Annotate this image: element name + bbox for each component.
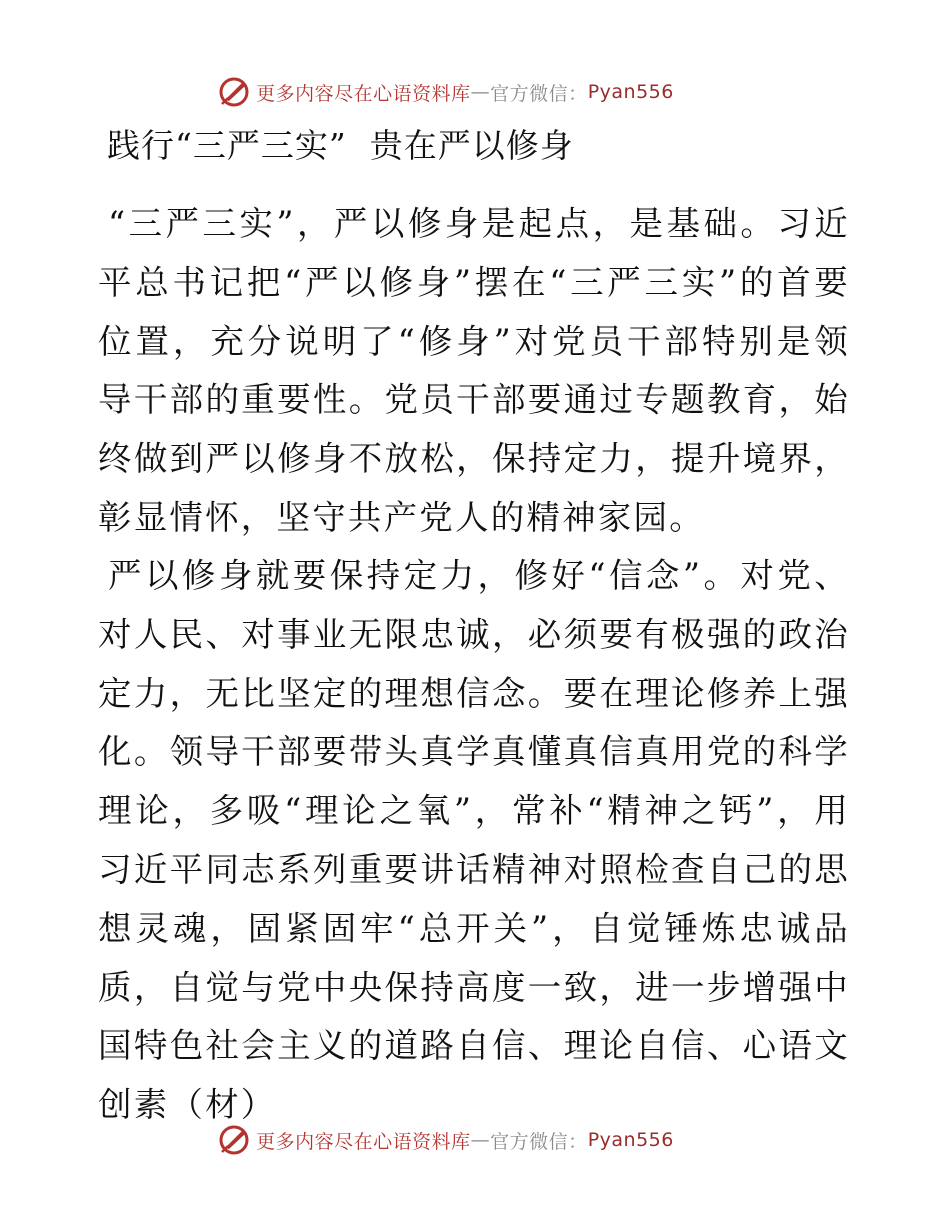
paragraph-2-text: 严以修身就要保持定力，修好“信念”。对党、对人民、对事业无限忠诚，必须要有极强的政治定力，无比坚定的理想信念。要在理论修养上强化。领导干部要带头真学真懂真信真用党的科学理论，多吸“理论之氧”，常补“精神之钙”，用习近平同志系列重要讲话精神对照检查自己的思想灵魂，固紧固牢“总开关”，自觉锤炼忠诚品质，自觉与党中央保持高度一致，进一步增强中国特色社会主义的道路自信、理论自信、心语文创素（材） xyxy=(98,556,850,1125)
footer-watermark xyxy=(0,1120,950,1160)
watermark-main-text: 更多内容尽在心语资料库 xyxy=(256,82,471,105)
watermark-main-text: 更多内容尽在心语资料库 xyxy=(256,1130,471,1153)
document-title: 践行“三严三实” 贵在严以修身 xyxy=(107,126,574,165)
red-circle-feather-logo-icon xyxy=(216,1122,252,1158)
watermark-account: Pyan556 xyxy=(587,1129,674,1151)
watermark-separator: — xyxy=(470,1129,491,1151)
watermark-account: Pyan556 xyxy=(587,81,674,103)
red-circle-feather-logo-icon xyxy=(216,74,252,110)
header-watermark xyxy=(0,72,950,112)
watermark-separator: — xyxy=(470,81,491,103)
watermark-wechat-label: 官方微信： xyxy=(490,82,588,105)
paragraph-1-text: “三严三实”，严以修身是起点，是基础。习近平总书记把“严以修身”摆在“三严三实”的首要位置，充分说明了“修身”对党员干部特别是领导干部的重要性。党员干部要通过专题教育，始终做到严以修身不放松，保持定力，提升境界，彰显情怀，坚守共产党人的精神家园。 xyxy=(98,204,850,537)
paragraph-1 xyxy=(98,195,850,548)
watermark-wechat-label: 官方微信： xyxy=(490,1130,588,1153)
paragraph-2 xyxy=(98,547,850,1135)
